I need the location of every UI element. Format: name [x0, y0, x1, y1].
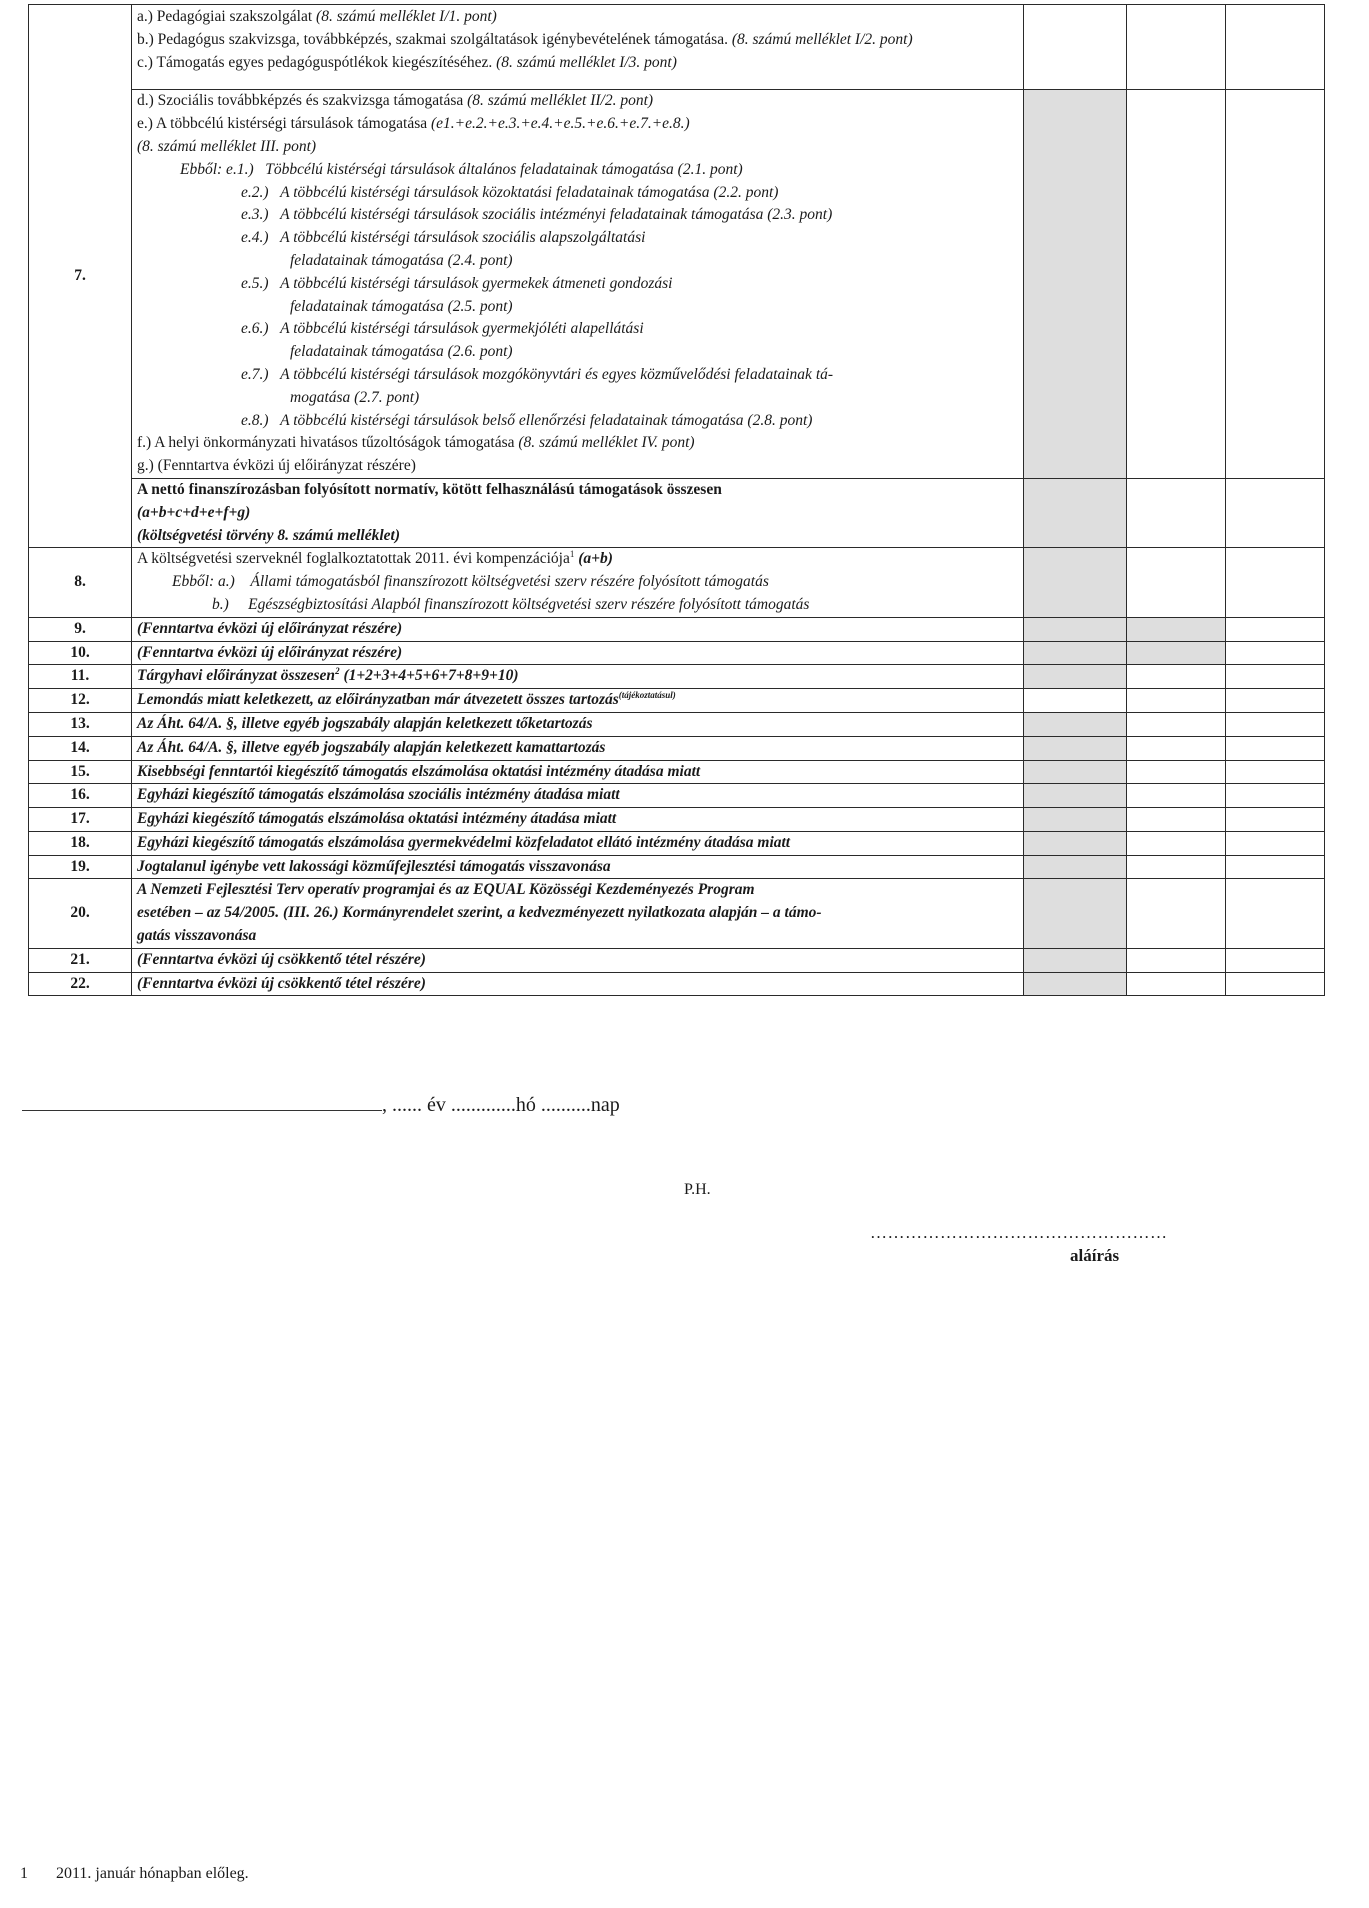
value-cell	[1024, 760, 1127, 784]
value-cell	[1024, 712, 1127, 736]
row-description	[132, 879, 1024, 948]
value-cell	[1226, 665, 1325, 689]
value-cell	[1226, 712, 1325, 736]
value-cell	[1127, 665, 1226, 689]
table-row	[29, 879, 1325, 948]
row-7-total	[29, 478, 1325, 547]
value-cell	[1226, 617, 1325, 641]
row-8	[29, 548, 1325, 617]
cell-8-3	[1226, 548, 1325, 617]
row-number: 15.	[29, 760, 132, 784]
value-cell	[1226, 641, 1325, 665]
cell-7-top-3	[1226, 5, 1325, 90]
row-description-text: Egyházi kiegészítő támogatás elszámolása gyermekvédelmi közfeladatot ellátó intézmény átadása miatt	[137, 833, 791, 851]
row-description-text: Az Áht. 64/A. §, illetve egyéb jogszabály alapján keletkezett kamattartozás	[137, 738, 606, 756]
row-description	[132, 665, 1024, 689]
value-cell	[1127, 879, 1226, 948]
item-7e-breakdown	[137, 159, 1018, 433]
row-description	[132, 808, 1024, 832]
item-8b: b.) Egészségbiztosítási Alapból finanszírozott költségvetési szerv részére folyósított támogatás	[212, 595, 810, 613]
value-cell	[1024, 784, 1127, 808]
row-number: 7.	[29, 5, 132, 548]
table-row	[29, 948, 1325, 972]
value-cell	[1226, 879, 1325, 948]
row-number: 13.	[29, 712, 132, 736]
row-description-line: esetében – az 54/2005. (III. 26.) Kormányrendelet szerint, a kedvezményezett nyilatkozata alapján – a támo-	[137, 904, 822, 922]
item-7g: g.) (Fenntartva évközi új előirányzat részére)	[137, 457, 416, 475]
row-description	[132, 712, 1024, 736]
row-description	[132, 831, 1024, 855]
value-cell	[1127, 855, 1226, 879]
row-number: 11.	[29, 665, 132, 689]
table-row	[29, 665, 1325, 689]
row-number: 18.	[29, 831, 132, 855]
row-description-text: Lemondás miatt keletkezett, az előirányzatban már átvezetett összes tartozás$^{(tájékoztatásul)}$	[137, 689, 676, 709]
value-cell	[1127, 641, 1226, 665]
value-cell	[1024, 665, 1127, 689]
value-cell	[1127, 972, 1226, 996]
row-description-text: (Fenntartva évközi új csökkentő tétel részére)	[137, 974, 426, 992]
table-row	[29, 760, 1325, 784]
item-7f: f.) A helyi önkormányzati hivatásos tűzoltóságok támogatása (8. számú melléklet IV. pont)	[137, 434, 695, 452]
value-cell	[1024, 689, 1127, 713]
item-7e-6: e.6.) A többcélú kistérségi társulások gyermekjóléti alapellátási	[241, 320, 644, 338]
value-cell	[1024, 855, 1127, 879]
signature-line: ……………………………………………	[870, 1223, 1168, 1242]
value-cell	[1226, 948, 1325, 972]
row-7-total-desc	[132, 478, 1024, 547]
cell-7-mid-3	[1226, 90, 1325, 479]
table-row	[29, 972, 1325, 996]
value-cell	[1226, 831, 1325, 855]
row-description-text: Az Áht. 64/A. §, illetve egyéb jogszabály alapján keletkezett tőketartozás	[137, 714, 593, 732]
table-row	[29, 855, 1325, 879]
date-text: , ...... év .............hó ..........nap	[382, 1094, 620, 1116]
item-7e-6-cont: feladatainak támogatása (2.6. pont)	[290, 343, 513, 361]
row-7	[29, 5, 1325, 90]
row-number: 12.	[29, 689, 132, 713]
signature-label: aláírás	[1070, 1246, 1120, 1265]
row-description-text: Kisebbségi fenntartói kiegészítő támogatás elszámolása oktatási intézmény átadása miatt	[137, 762, 701, 780]
date-line	[22, 1093, 620, 1117]
row-description	[132, 617, 1024, 641]
place-blank	[22, 1093, 382, 1111]
value-cell	[1127, 736, 1226, 760]
row-number: 22.	[29, 972, 132, 996]
table-row	[29, 689, 1325, 713]
value-cell	[1024, 879, 1127, 948]
cell-7-total-3	[1226, 478, 1325, 547]
value-cell	[1024, 808, 1127, 832]
cell-7-top-2	[1127, 5, 1226, 90]
row-description-text: Egyházi kiegészítő támogatás elszámolása oktatási intézmény átadása miatt	[137, 810, 617, 828]
item-8a: Ebből: a.) Állami támogatásból finanszírozott költségvetési szerv részére folyósított támogatás	[172, 573, 769, 591]
row-number: 19.	[29, 855, 132, 879]
row-7-desc-top	[132, 5, 1024, 90]
row-description	[132, 948, 1024, 972]
row-description	[132, 689, 1024, 713]
value-cell	[1127, 831, 1226, 855]
item-7e-2: e.2.) A többcélú kistérségi társulások közoktatási feladatainak támogatása (2.2. pont)	[241, 183, 779, 201]
value-cell	[1024, 831, 1127, 855]
item-7c: c.) Támogatás egyes pedagóguspótlékok kiegészítéséhez. (8. számú melléklet I/3. pont)	[137, 53, 677, 71]
cell-7-mid-2	[1127, 90, 1226, 479]
row-8-desc	[132, 548, 1024, 617]
table-row	[29, 736, 1325, 760]
item-7b: b.) Pedagógus szakvizsga, továbbképzés, szakmai szolgáltatások igénybevételének támogatása. (8. számú melléklet I/2. pont)	[137, 30, 913, 48]
value-cell	[1127, 760, 1226, 784]
value-cell	[1226, 760, 1325, 784]
row-number: 8.	[29, 548, 132, 617]
value-cell	[1226, 689, 1325, 713]
row-7-desc-mid	[132, 90, 1024, 479]
footnote-mark: 1	[20, 1865, 28, 1882]
item-7e: e.) A többcélú kistérségi társulások támogatása (e1.+e.2.+e.3.+e.4.+e.5.+e.6.+e.7.+e.8.)	[137, 115, 690, 133]
footnote	[20, 1865, 249, 1883]
value-cell	[1226, 736, 1325, 760]
row-description-text: (Fenntartva évközi új előirányzat részére)	[137, 643, 403, 661]
row-description-text: (Fenntartva évközi új csökkentő tétel részére)	[137, 950, 426, 968]
row-number: 16.	[29, 784, 132, 808]
item-7e-4-cont: feladatainak támogatása (2.4. pont)	[290, 251, 513, 269]
value-cell	[1127, 712, 1226, 736]
item-7d: d.) Szociális továbbképzés és szakvizsga támogatása (8. számú melléklet II/2. pont)	[137, 92, 654, 110]
value-cell	[1226, 855, 1325, 879]
stamp-label: P.H.	[684, 1181, 711, 1198]
row-description	[132, 972, 1024, 996]
item-7e-4: e.4.) A többcélú kistérségi társulások szociális alapszolgáltatási	[241, 229, 646, 247]
total-line-2: (a+b+c+d+e+f+g)	[137, 503, 251, 521]
row-number: 10.	[29, 641, 132, 665]
allocation-table	[28, 4, 1325, 996]
item-7e-8: e.8.) A többcélú kistérségi társulások belső ellenőrzési feladatainak támogatása (2.8. pont)	[241, 411, 813, 429]
row-description-text: Jogtalanul igénybe vett lakossági közműfejlesztési támogatás visszavonása	[137, 857, 611, 875]
total-line-1: A nettó finanszírozásban folyósított normatív, kötött felhasználású támogatások összesen	[137, 480, 722, 498]
row-number: 21.	[29, 948, 132, 972]
value-cell	[1226, 784, 1325, 808]
item-7e-3: e.3.) A többcélú kistérségi társulások szociális intézményi feladatainak támogatása (2.3. pont)	[241, 206, 833, 224]
table-row	[29, 641, 1325, 665]
item-7a: a.) Pedagógiai szakszolgálat (8. számú melléklet I/1. pont)	[137, 8, 497, 25]
total-line-3: (költségvetési törvény 8. számú melléklet)	[137, 526, 401, 544]
value-cell	[1127, 948, 1226, 972]
item-7e-7-cont: mogatása (2.7. pont)	[290, 388, 420, 406]
value-cell	[1127, 784, 1226, 808]
item-7e-5: e.5.) A többcélú kistérségi társulások gyermekek átmeneti gondozási	[241, 274, 673, 292]
cell-7-total-2	[1127, 478, 1226, 547]
row-description	[132, 784, 1024, 808]
item-7e-ref: (8. számú melléklet III. pont)	[137, 137, 317, 155]
row-7-mid	[29, 90, 1325, 479]
item-7e-1: Ebből: e.1.) Többcélú kistérségi társulások általános feladatainak támogatása (2.1. pont)	[180, 160, 743, 178]
table-row	[29, 617, 1325, 641]
cell-8-1	[1024, 548, 1127, 617]
value-cell	[1127, 808, 1226, 832]
row-description-line: gatás visszavonása	[137, 927, 257, 945]
value-cell	[1226, 972, 1325, 996]
value-cell	[1024, 641, 1127, 665]
value-cell	[1226, 808, 1325, 832]
row-description	[132, 760, 1024, 784]
item-8-main: A költségvetési szerveknél foglalkoztatottak 2011. évi kompenzációja$^1$ (a+b)	[137, 549, 613, 568]
row-number: 17.	[29, 808, 132, 832]
value-cell	[1024, 948, 1127, 972]
value-cell	[1024, 617, 1127, 641]
row-description	[132, 736, 1024, 760]
value-cell	[1024, 972, 1127, 996]
cell-8-2	[1127, 548, 1226, 617]
cell-7-mid-1	[1024, 90, 1127, 479]
row-description	[132, 641, 1024, 665]
row-number: 20.	[29, 879, 132, 948]
row-description-line: A Nemzeti Fejlesztési Terv operatív programjai és az EQUAL Közösségi Kezdeményezés Program	[137, 881, 755, 899]
row-description	[132, 855, 1024, 879]
value-cell	[1024, 736, 1127, 760]
row-description-text: Tárgyhavi előirányzat összesen$^2$ (1+2+3+4+5+6+7+8+9+10)	[137, 666, 519, 685]
row-description-text: (Fenntartva évközi új előirányzat részére)	[137, 619, 403, 637]
value-cell	[1127, 689, 1226, 713]
table-row	[29, 784, 1325, 808]
row-number: 14.	[29, 736, 132, 760]
item-7e-7: e.7.) A többcélú kistérségi társulások mozgókönyvtári és egyes közművelődési feladatainak tá-	[241, 365, 834, 383]
cell-7-total-1	[1024, 478, 1127, 547]
value-cell	[1127, 617, 1226, 641]
table-row	[29, 831, 1325, 855]
row-number: 9.	[29, 617, 132, 641]
table-row	[29, 712, 1325, 736]
footnote-text: 2011. január hónapban előleg.	[56, 1865, 249, 1882]
table-row	[29, 808, 1325, 832]
row-description-text: Egyházi kiegészítő támogatás elszámolása szociális intézmény átadása miatt	[137, 786, 620, 804]
cell-7-top-1	[1024, 5, 1127, 90]
item-7e-5-cont: feladatainak támogatása (2.5. pont)	[290, 297, 513, 315]
